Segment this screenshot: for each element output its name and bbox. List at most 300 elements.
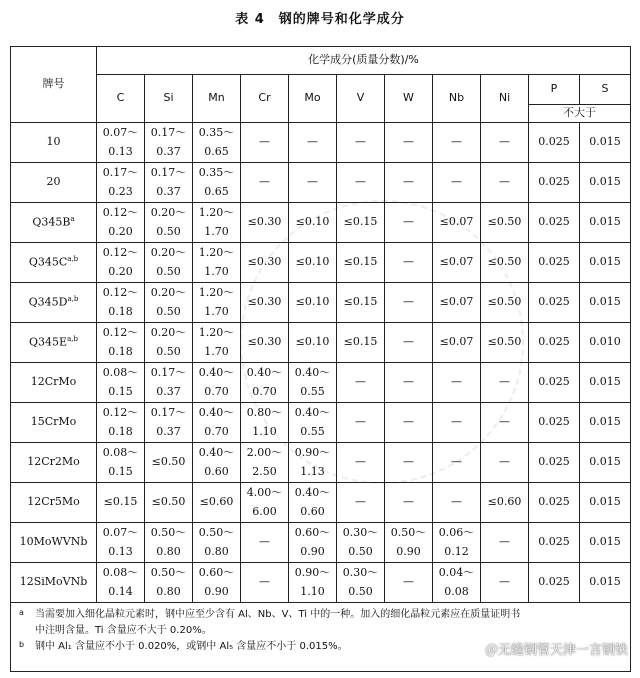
grade-cell — [11, 563, 97, 603]
cell-value: — — [355, 415, 366, 429]
cell-value: — — [499, 135, 510, 149]
cell-value: 0.50 — [156, 224, 181, 238]
cell-value: — — [499, 175, 510, 189]
table-row — [11, 443, 631, 483]
cell-value: — — [259, 535, 270, 549]
cell-value: ≤0.60 — [199, 495, 234, 509]
note-a — [19, 607, 624, 623]
cell-value: — — [403, 575, 414, 589]
cell-mn — [193, 403, 241, 443]
cell-value: ≤0.07 — [439, 335, 474, 349]
cell-nb — [433, 523, 481, 563]
grade-cell — [11, 523, 97, 563]
grade-cell — [11, 403, 97, 443]
cell-c — [97, 243, 145, 283]
cell-p: 0.025 — [529, 363, 580, 403]
grade-text: Q345D — [28, 296, 68, 309]
grade-cell — [11, 123, 97, 163]
cell-value: 1.20～ — [198, 205, 235, 219]
cell-value: — — [451, 135, 462, 149]
cell-value: 0.20 — [108, 264, 133, 278]
cell-value: 0.50～ — [150, 525, 187, 539]
cell-p: 0.025 — [529, 323, 580, 363]
cell-value: 0.12 — [444, 544, 469, 558]
footnote-marker: a — [70, 215, 75, 224]
grade-text: 12CrMo — [30, 375, 77, 389]
cell-value: 0.80 — [156, 544, 181, 558]
cell-w — [385, 563, 433, 603]
cell-mn — [193, 123, 241, 163]
cell-c — [97, 483, 145, 523]
table-row — [11, 163, 631, 203]
cell-value: — — [259, 175, 270, 189]
cell-value: 0.20～ — [150, 205, 187, 219]
table-row — [11, 363, 631, 403]
cell-value: — — [355, 175, 366, 189]
cell-mo — [289, 403, 337, 443]
cell-cr — [241, 443, 289, 483]
cell-v — [337, 563, 385, 603]
cell-mn — [193, 483, 241, 523]
col-header-cr: Cr — [241, 75, 289, 123]
cell-value: 0.08～ — [102, 565, 139, 579]
cell-nb — [433, 363, 481, 403]
cell-value: — — [403, 415, 414, 429]
cell-v — [337, 363, 385, 403]
cell-value: 0.08 — [444, 584, 469, 598]
cell-cr — [241, 283, 289, 323]
cell-value: 1.20～ — [198, 325, 235, 339]
cell-value: — — [403, 295, 414, 309]
cell-w — [385, 123, 433, 163]
cell-v — [337, 123, 385, 163]
table-row — [11, 523, 631, 563]
cell-value: 0.08～ — [102, 445, 139, 459]
cell-value: 1.20～ — [198, 285, 235, 299]
cell-value: 0.40～ — [294, 365, 331, 379]
cell-value: 0.50 — [348, 544, 373, 558]
cell-si — [145, 243, 193, 283]
cell-value: 1.70 — [204, 224, 229, 238]
cell-s: 0.015 — [580, 243, 631, 283]
cell-p: 0.025 — [529, 563, 580, 603]
cell-c — [97, 563, 145, 603]
cell-mn — [193, 203, 241, 243]
cell-value: — — [499, 535, 510, 549]
cell-value: — — [451, 495, 462, 509]
cell-v — [337, 443, 385, 483]
col-header-ni: Ni — [481, 75, 529, 123]
cell-value: 0.18 — [108, 304, 133, 318]
footnote-marker: a,b — [67, 335, 78, 344]
cell-mo — [289, 243, 337, 283]
cell-ni — [481, 363, 529, 403]
cell-value: 1.20～ — [198, 245, 235, 259]
cell-value: ≤0.50 — [151, 495, 186, 509]
cell-value: 1.13 — [300, 464, 325, 478]
cell-value: 0.40～ — [198, 405, 235, 419]
cell-w — [385, 203, 433, 243]
cell-value: ≤0.30 — [247, 335, 282, 349]
cell-p: 0.025 — [529, 403, 580, 443]
cell-value: ≤0.50 — [487, 335, 522, 349]
cell-value: — — [451, 455, 462, 469]
cell-nb — [433, 123, 481, 163]
cell-mn — [193, 363, 241, 403]
cell-value: 0.60 — [300, 504, 325, 518]
cell-nb — [433, 323, 481, 363]
cell-p: 0.025 — [529, 123, 580, 163]
cell-v — [337, 483, 385, 523]
grade-cell — [11, 203, 97, 243]
cell-cr — [241, 363, 289, 403]
cell-value: 0.12～ — [102, 405, 139, 419]
cell-si — [145, 563, 193, 603]
cell-mo — [289, 283, 337, 323]
cell-cr — [241, 203, 289, 243]
cell-value: ≤0.30 — [247, 215, 282, 229]
cell-value: 0.40～ — [294, 405, 331, 419]
cell-v — [337, 243, 385, 283]
cell-si — [145, 403, 193, 443]
cell-value: 1.10 — [300, 584, 325, 598]
cell-value: 0.30～ — [342, 525, 379, 539]
cell-w — [385, 403, 433, 443]
cell-c — [97, 523, 145, 563]
cell-value: 2.50 — [252, 464, 277, 478]
grade-cell — [11, 163, 97, 203]
cell-value: 0.06～ — [438, 525, 475, 539]
cell-value: 0.60～ — [294, 525, 331, 539]
cell-value: 0.90 — [396, 544, 421, 558]
cell-value: — — [403, 255, 414, 269]
cell-s: 0.010 — [580, 323, 631, 363]
cell-mo — [289, 563, 337, 603]
max-label: 不大于 — [529, 105, 631, 123]
cell-value: ≤0.60 — [487, 495, 522, 509]
cell-value: 0.70 — [204, 384, 229, 398]
cell-ni — [481, 483, 529, 523]
cell-ni — [481, 243, 529, 283]
cell-c — [97, 443, 145, 483]
note-b-text: 钢中 Al₁ 含量应不小于 0.020%，或钢中 Al₅ 含量应不小于 0.015%。 — [35, 641, 348, 652]
cell-value: 0.35～ — [198, 125, 235, 139]
cell-nb — [433, 203, 481, 243]
cell-value: — — [451, 415, 462, 429]
grade-cell — [11, 443, 97, 483]
cell-s: 0.015 — [580, 483, 631, 523]
cell-mo — [289, 363, 337, 403]
cell-nb — [433, 483, 481, 523]
cell-p: 0.025 — [529, 243, 580, 283]
cell-nb — [433, 283, 481, 323]
cell-mo — [289, 443, 337, 483]
cell-s: 0.015 — [580, 163, 631, 203]
cell-ni — [481, 203, 529, 243]
note-b-marker: b — [19, 640, 25, 649]
cell-mn — [193, 283, 241, 323]
cell-mo — [289, 163, 337, 203]
cell-value: 0.50 — [348, 584, 373, 598]
cell-value: 0.40～ — [294, 485, 331, 499]
cell-value: 0.12～ — [102, 285, 139, 299]
cell-s: 0.015 — [580, 443, 631, 483]
cell-cr — [241, 523, 289, 563]
cell-value: 0.37 — [156, 144, 181, 158]
cell-value: 0.50～ — [150, 565, 187, 579]
cell-value: ≤0.15 — [343, 295, 378, 309]
cell-value: 0.65 — [204, 144, 229, 158]
cell-value: 0.50 — [156, 304, 181, 318]
cell-si — [145, 523, 193, 563]
cell-c — [97, 403, 145, 443]
cell-value: 0.23 — [108, 184, 133, 198]
cell-mo — [289, 123, 337, 163]
cell-cr — [241, 483, 289, 523]
cell-value: ≤0.50 — [487, 295, 522, 309]
cell-value: — — [259, 135, 270, 149]
grade-text: 15CrMo — [30, 415, 77, 429]
cell-value: 0.07～ — [102, 125, 139, 139]
grade-text: Q345C — [28, 256, 68, 269]
cell-mn — [193, 443, 241, 483]
cell-si — [145, 163, 193, 203]
table-row — [11, 283, 631, 323]
cell-value: 0.14 — [108, 584, 133, 598]
cell-ni — [481, 283, 529, 323]
table-row — [11, 483, 631, 523]
grade-text: 10 — [46, 135, 61, 149]
cell-value: — — [355, 375, 366, 389]
grade-cell — [11, 243, 97, 283]
grade-cell — [11, 283, 97, 323]
cell-value: 0.80 — [156, 584, 181, 598]
cell-value: 0.08～ — [102, 365, 139, 379]
cell-value: ≤0.10 — [295, 215, 330, 229]
note-a-line1: 当需要加入细化晶粒元素时，钢中应至少含有 Al、Nb、V、Ti 中的一种。加入的细化晶粒元素应在质量证明书 — [35, 609, 521, 620]
notes-row — [11, 603, 631, 672]
cell-value: 0.13 — [108, 144, 133, 158]
cell-w — [385, 483, 433, 523]
watermark: ＠无缝钢管天津一言钢铁 — [484, 643, 628, 658]
cell-cr — [241, 563, 289, 603]
cell-value: 0.55 — [300, 384, 325, 398]
cell-value: 0.50～ — [198, 525, 235, 539]
cell-value: 0.12～ — [102, 245, 139, 259]
cell-value: — — [355, 495, 366, 509]
cell-c — [97, 363, 145, 403]
cell-value: 2.00～ — [246, 445, 283, 459]
cell-value: — — [403, 135, 414, 149]
cell-value: ≤0.15 — [343, 215, 378, 229]
cell-si — [145, 323, 193, 363]
cell-s: 0.015 — [580, 283, 631, 323]
cell-cr — [241, 323, 289, 363]
cell-nb — [433, 563, 481, 603]
cell-w — [385, 523, 433, 563]
col-header-s: S — [580, 75, 631, 105]
cell-mo — [289, 523, 337, 563]
cell-value: 0.18 — [108, 344, 133, 358]
cell-ni — [481, 163, 529, 203]
cell-v — [337, 283, 385, 323]
cell-value: 0.70 — [204, 424, 229, 438]
cell-value: — — [499, 575, 510, 589]
cell-p: 0.025 — [529, 483, 580, 523]
grade-cell — [11, 323, 97, 363]
cell-ni — [481, 523, 529, 563]
table-row — [11, 123, 631, 163]
cell-ni — [481, 443, 529, 483]
cell-value: — — [499, 375, 510, 389]
cell-value: 0.50～ — [390, 525, 427, 539]
cell-v — [337, 203, 385, 243]
cell-p: 0.025 — [529, 283, 580, 323]
col-header-v: V — [337, 75, 385, 123]
cell-value: ≤0.10 — [295, 295, 330, 309]
footnote-marker: a,b — [67, 295, 79, 304]
cell-value: 0.17～ — [150, 165, 187, 179]
col-header-si: Si — [145, 75, 193, 123]
grade-text: 10MoWVNb — [19, 535, 88, 549]
cell-mo — [289, 203, 337, 243]
cell-value: — — [403, 375, 414, 389]
cell-value: 0.80 — [204, 544, 229, 558]
cell-mo — [289, 323, 337, 363]
cell-mn — [193, 323, 241, 363]
cell-value: 0.17～ — [150, 405, 187, 419]
cell-mo — [289, 483, 337, 523]
cell-value: — — [403, 455, 414, 469]
cell-ni — [481, 323, 529, 363]
cell-value: ≤0.50 — [487, 215, 522, 229]
cell-value: ≤0.30 — [247, 255, 282, 269]
cell-value: 0.90～ — [294, 445, 331, 459]
cell-value: 0.70 — [252, 384, 277, 398]
cell-si — [145, 283, 193, 323]
cell-p: 0.025 — [529, 163, 580, 203]
cell-c — [97, 163, 145, 203]
cell-mn — [193, 243, 241, 283]
cell-value: 0.07～ — [102, 525, 139, 539]
cell-value: 1.70 — [204, 344, 229, 358]
cell-value: 1.70 — [204, 304, 229, 318]
cell-w — [385, 443, 433, 483]
cell-value: — — [355, 135, 366, 149]
cell-si — [145, 203, 193, 243]
cell-w — [385, 363, 433, 403]
table-title: 表 4 钢的牌号和化学成分 — [235, 12, 405, 27]
cell-cr — [241, 243, 289, 283]
cell-nb — [433, 243, 481, 283]
cell-value: 0.17～ — [150, 125, 187, 139]
grade-text: 12SiMoVNb — [19, 575, 88, 589]
cell-value: 0.20 — [108, 224, 133, 238]
cell-w — [385, 283, 433, 323]
cell-si — [145, 483, 193, 523]
cell-value: 0.20～ — [150, 325, 187, 339]
cell-value: ≤0.07 — [439, 215, 474, 229]
grade-text: 12Cr5Mo — [27, 495, 80, 509]
cell-value: — — [403, 495, 414, 509]
cell-value: — — [451, 375, 462, 389]
cell-value: 0.12～ — [102, 205, 139, 219]
cell-value: 0.37 — [156, 184, 181, 198]
cell-w — [385, 163, 433, 203]
cell-si — [145, 123, 193, 163]
cell-value: 0.20～ — [150, 285, 187, 299]
cell-cr — [241, 123, 289, 163]
cell-si — [145, 363, 193, 403]
cell-value: 0.40～ — [198, 445, 235, 459]
cell-value: 0.90 — [300, 544, 325, 558]
cell-value: 0.40～ — [246, 365, 283, 379]
cell-value: 4.00～ — [246, 485, 283, 499]
cell-nb — [433, 163, 481, 203]
cell-value: 0.65 — [204, 184, 229, 198]
cell-v — [337, 403, 385, 443]
cell-w — [385, 323, 433, 363]
cell-value: 6.00 — [252, 504, 277, 518]
composition-header: 化学成分(质量分数)/% — [97, 47, 631, 75]
cell-c — [97, 123, 145, 163]
note-a-line2: 中注明含量。Ti 含量应不大于 0.20%。 — [35, 625, 212, 636]
grade-text: 12Cr2Mo — [27, 455, 80, 469]
col-header-nb: Nb — [433, 75, 481, 123]
cell-value: — — [355, 455, 366, 469]
cell-value: 0.12～ — [102, 325, 139, 339]
cell-value: 0.90～ — [294, 565, 331, 579]
cell-value: ≤0.50 — [151, 455, 186, 469]
cell-value: ≤0.15 — [103, 495, 138, 509]
cell-value: 0.20～ — [150, 245, 187, 259]
table-row — [11, 403, 631, 443]
cell-value: 0.50 — [156, 344, 181, 358]
grade-text: Q345E — [29, 336, 68, 349]
cell-value: 0.37 — [156, 384, 181, 398]
cell-value: — — [451, 175, 462, 189]
grade-cell — [11, 363, 97, 403]
cell-mn — [193, 163, 241, 203]
cell-value: ≤0.10 — [295, 335, 330, 349]
table-row — [11, 323, 631, 363]
cell-ni — [481, 123, 529, 163]
grade-text: Q345B — [32, 216, 71, 229]
col-header-mo: Mo — [289, 75, 337, 123]
cell-p: 0.025 — [529, 523, 580, 563]
cell-value: 0.55 — [300, 424, 325, 438]
cell-s: 0.015 — [580, 563, 631, 603]
cell-s: 0.015 — [580, 123, 631, 163]
cell-nb — [433, 443, 481, 483]
cell-value: ≤0.10 — [295, 255, 330, 269]
table-row — [11, 243, 631, 283]
cell-value: — — [307, 135, 318, 149]
cell-value: 0.50 — [156, 264, 181, 278]
cell-value: 0.60～ — [198, 565, 235, 579]
cell-s: 0.015 — [580, 403, 631, 443]
cell-value: 0.40～ — [198, 365, 235, 379]
cell-p: 0.025 — [529, 203, 580, 243]
cell-value: ≤0.30 — [247, 295, 282, 309]
cell-value: 0.35～ — [198, 165, 235, 179]
cell-w — [385, 243, 433, 283]
cell-v — [337, 323, 385, 363]
cell-value: 0.60 — [204, 464, 229, 478]
cell-value: 0.30～ — [342, 565, 379, 579]
cell-v — [337, 163, 385, 203]
cell-s: 0.015 — [580, 203, 631, 243]
